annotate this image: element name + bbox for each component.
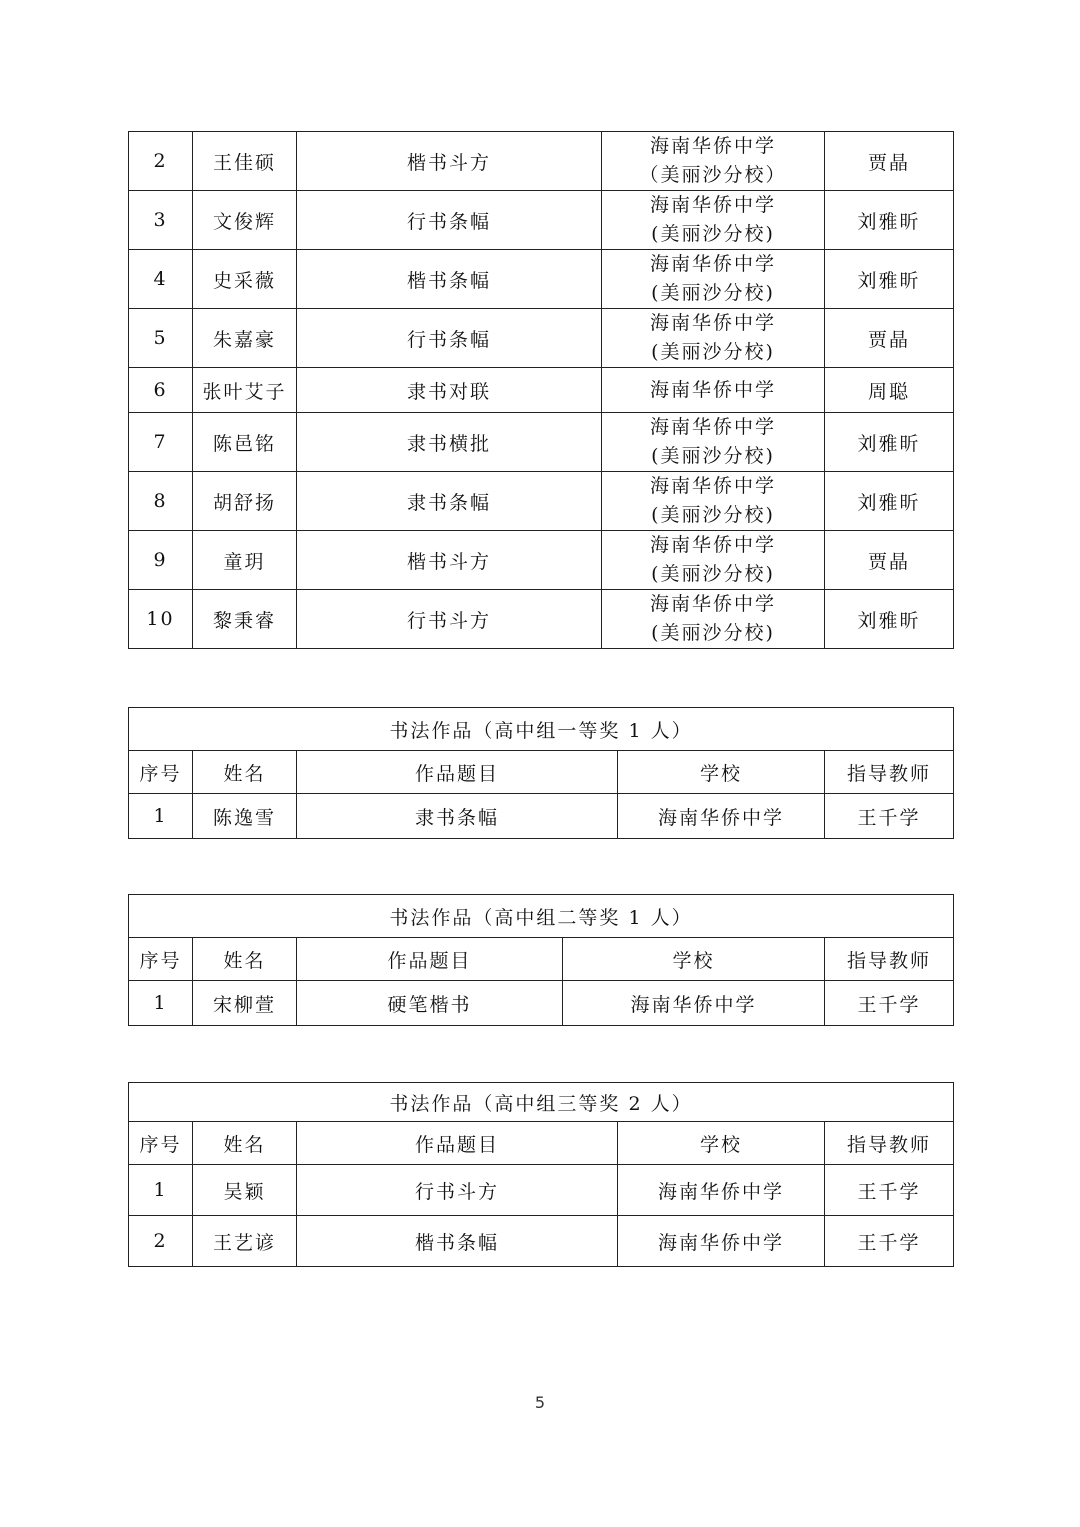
school-line: (美丽沙分校) [651,223,775,245]
cell-name: 史采薇 [193,250,297,309]
cell-no: 2 [129,132,193,191]
cell-work: 行书斗方 [297,590,602,649]
school-line: (美丽沙分校) [651,563,775,585]
award-table-high-third [128,1082,954,1267]
header-no: 序号 [129,938,193,981]
cell-school: 海南华侨中学 [563,981,825,1026]
cell-school: 海南华侨中学 [618,1216,825,1267]
cell-teacher: 刘雅昕 [825,250,954,309]
table-caption: 书法作品（高中组一等奖 1 人） [129,708,954,751]
school-line: （美丽沙分校） [639,164,787,186]
cell-no: 2 [129,1216,193,1267]
table-caption: 书法作品（高中组二等奖 1 人） [129,895,954,938]
school-line: (美丽沙分校) [651,622,775,644]
cell-no: 9 [129,531,193,590]
school-line: 海南华侨中学 [649,378,776,401]
cell-name: 吴颖 [193,1165,297,1216]
cell-name: 文俊辉 [193,191,297,250]
award-table-continued [128,131,954,649]
header-work: 作品题目 [297,938,563,981]
cell-no: 1 [129,981,193,1026]
table-row [129,413,954,472]
cell-teacher: 王千学 [825,1165,954,1216]
header-teacher: 指导教师 [825,938,954,981]
cell-name: 王艺谚 [193,1216,297,1267]
cell-work: 硬笔楷书 [297,981,563,1026]
header-school: 学校 [618,751,825,794]
table-row [129,590,954,649]
header-school: 学校 [563,938,825,981]
cell-name: 宋柳萱 [193,981,297,1026]
cell-school [602,191,825,250]
table-row [129,368,954,413]
table-row [129,1165,954,1216]
cell-no: 3 [129,191,193,250]
header-no: 序号 [129,1122,193,1165]
school-line: 海南华侨中学 [649,593,776,615]
school-line: 海南华侨中学 [649,475,776,497]
header-name: 姓名 [193,938,297,981]
school-line: (美丽沙分校) [651,341,775,363]
cell-teacher: 王千学 [825,794,954,839]
cell-teacher: 刘雅昕 [825,590,954,649]
cell-no: 10 [129,590,193,649]
table-row [129,472,954,531]
award-table-high-second [128,894,954,1026]
cell-name: 陈邑铭 [193,413,297,472]
header-name: 姓名 [193,1122,297,1165]
header-teacher: 指导教师 [825,1122,954,1165]
school-line: (美丽沙分校) [651,282,775,304]
header-work: 作品题目 [297,751,618,794]
cell-name: 胡舒扬 [193,472,297,531]
cell-work: 隶书对联 [297,368,602,413]
school-line: 海南华侨中学 [649,534,776,556]
cell-name: 陈逸雪 [193,794,297,839]
school-line: 海南华侨中学 [649,312,776,334]
cell-name: 王佳硕 [193,132,297,191]
table-row [129,191,954,250]
cell-school: 海南华侨中学 [618,1165,825,1216]
cell-teacher: 刘雅昕 [825,472,954,531]
cell-school [602,531,825,590]
cell-no: 4 [129,250,193,309]
table-row [129,132,954,191]
table-row [129,309,954,368]
cell-name: 黎秉睿 [193,590,297,649]
cell-teacher: 周聪 [825,368,954,413]
cell-work: 行书条幅 [297,191,602,250]
cell-work: 楷书斗方 [297,531,602,590]
cell-no: 1 [129,1165,193,1216]
table-row [129,1216,954,1267]
cell-school [602,132,825,191]
cell-work: 行书斗方 [297,1165,618,1216]
cell-work: 行书条幅 [297,309,602,368]
cell-school [602,309,825,368]
header-work: 作品题目 [297,1122,618,1165]
cell-school: 海南华侨中学 [618,794,825,839]
cell-work: 楷书条幅 [297,1216,618,1267]
cell-school [602,250,825,309]
cell-work: 楷书斗方 [297,132,602,191]
school-line: 海南华侨中学 [649,416,776,438]
cell-work: 楷书条幅 [297,250,602,309]
school-line: 海南华侨中学 [649,253,776,275]
cell-no: 6 [129,368,193,413]
cell-school [602,472,825,531]
header-name: 姓名 [193,751,297,794]
cell-work: 隶书条幅 [297,472,602,531]
header-school: 学校 [618,1122,825,1165]
cell-teacher: 贾晶 [825,531,954,590]
table-row [129,981,954,1026]
cell-no: 8 [129,472,193,531]
table-caption: 书法作品（高中组三等奖 2 人） [129,1083,954,1122]
cell-teacher: 王千学 [825,981,954,1026]
cell-work: 隶书横批 [297,413,602,472]
table-row [129,531,954,590]
cell-teacher: 贾晶 [825,309,954,368]
school-line: (美丽沙分校) [651,504,775,526]
table-row [129,794,954,839]
cell-teacher: 刘雅昕 [825,413,954,472]
cell-school [602,368,825,413]
cell-school [602,413,825,472]
cell-teacher: 刘雅昕 [825,191,954,250]
cell-no: 1 [129,794,193,839]
header-no: 序号 [129,751,193,794]
cell-name: 张叶艾子 [193,368,297,413]
cell-name: 童玥 [193,531,297,590]
table-row [129,250,954,309]
cell-work: 隶书条幅 [297,794,618,839]
award-table-high-first [128,707,954,839]
cell-no: 5 [129,309,193,368]
cell-no: 7 [129,413,193,472]
school-line: 海南华侨中学 [649,135,776,157]
cell-teacher: 贾晶 [825,132,954,191]
school-line: (美丽沙分校) [651,445,775,467]
cell-name: 朱嘉豪 [193,309,297,368]
header-teacher: 指导教师 [825,751,954,794]
page-number: 5 [534,1393,546,1412]
cell-school [602,590,825,649]
cell-teacher: 王千学 [825,1216,954,1267]
school-line: 海南华侨中学 [649,194,776,216]
